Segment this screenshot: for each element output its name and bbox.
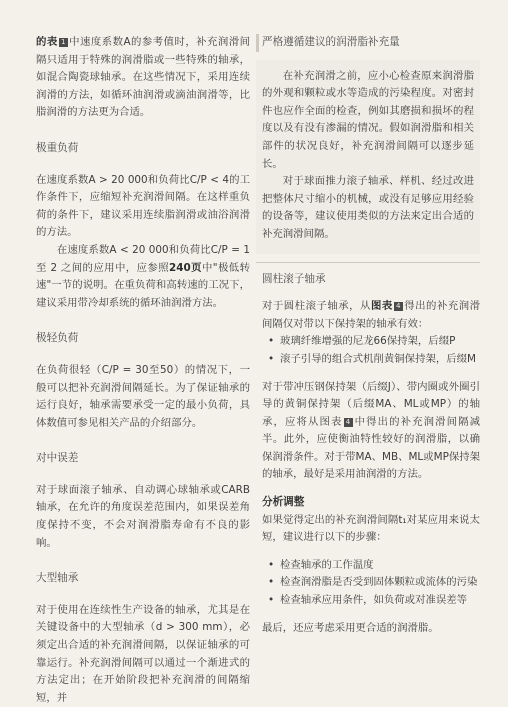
heading-light-load: 极轻负荷 (36, 332, 79, 345)
cyl-p2-suffix: 中得出的补充润滑间隔减半。此外，应使衡油特性较好的润滑脂，以确保润滑条件。对于带MA、MB、ML或MP保持架的轴承，最好是采用油润滑的方法。 (262, 415, 481, 481)
heading-analysis-adjust: 分析调整 (262, 496, 305, 509)
inspection-box (256, 60, 480, 254)
heavy-load-paragraph-1: 在速度系数A > 20 000和负荷比C/P < 4的工作条件下，应缩短补充润滑间隔。在这样重负荷的条件下，建议采用连续脂润滑或油浴润滑的方法。 (36, 173, 250, 239)
chart-number-badge: 4 (394, 302, 403, 311)
table-number-badge: 1 (59, 38, 68, 47)
page-reference: 240页 (169, 261, 202, 274)
cylindrical-paragraph-1 (262, 298, 480, 333)
intro-text: 中速度系数A的参考值时，补充润滑间隔只适用于特殊的润滑脂或一些特殊的轴承，如混合陶瓷球轴承。在这些情况下，采用连续润滑的方法，如循环油润滑或滴油润滑等，比脂润滑的方法更为合适。 (36, 36, 251, 119)
misalignment-paragraph: 对于球面滚子轴承、自动调心球轴承或CARB轴承，在允许的角度误差范围内，如果误差角度保持不变，不会对润滑脂寿命有不良的影响。 (36, 483, 250, 549)
cyl-p2-prefix: 对于带冲压钢保持架（后缀J）、带内圈或外圈引导的黄铜保持架（后缀MA、ML或MP）的轴承，应将从图表 (262, 380, 480, 428)
heading-cylindrical-roller: 圆柱滚子轴承 (262, 272, 326, 285)
cage-list (262, 333, 480, 368)
light-load-paragraph: 在负荷很轻（C/P = 30至50）的情况下，一般可以把补充润滑间隔延长。为了保证轴承的运行良好，轴承需要承受一定的最小负荷，具体数值可参见相关产品的介绍部分。 (36, 363, 250, 429)
check-list (262, 557, 480, 610)
heading-misalignment: 对中误差 (36, 452, 79, 465)
large-bearings-paragraph: 对于使用在连续性生产设备的轴承，尤其是在关键设备中的大型轴承（d > 300 mm），必须定出合适的补充润滑间隔，以保证轴承的可靠运行。补充润滑间隔可以通过一个渐进式的方法定出；在开始阶段把补充润滑的间隔缩短，并 (36, 603, 250, 704)
section-divider (256, 262, 480, 263)
list-item: • 检查润滑脂是否受到固体颗粒或流体的污染 (262, 574, 480, 592)
chart-reference: 图表 (370, 300, 393, 313)
cylindrical-paragraph-2 (262, 379, 480, 485)
intro-paragraph (36, 34, 250, 122)
heading-heavy-load: 极重负荷 (36, 141, 79, 154)
inspection-paragraph-2: 对于球面推力滚子轴承、样机、经过改进把整体尺寸缩小的机械，或没有足够应用经验的设备等，建议使用类似的方法来定出合适的补充润滑间隔。 (262, 175, 474, 240)
right-column (262, 34, 480, 637)
heavy-p2-suffix: 中"极低转速"一节的说明。在重负荷和高转速的工况下，建议采用带冷却系统的循环油润滑方法。 (36, 261, 251, 309)
list-item: • 检查轴承的工作温度 (262, 557, 480, 575)
left-column (36, 34, 250, 707)
list-item: • 滚子引导的组合式机削黄铜保持架，后缀M (262, 351, 480, 369)
chart-number-badge: 4 (344, 418, 353, 427)
intro-prefix: 的表 (36, 36, 58, 48)
cyl-p1-prefix: 对于圆柱滚子轴承，从 (262, 300, 371, 313)
adjust-paragraph: 如果觉得定出的补充润滑间隔t₁对某应用来说太短，建议进行以下的步骤： (262, 513, 480, 544)
heavy-load-paragraph-2 (36, 242, 250, 312)
list-item: • 检查轴承应用条件，如负荷或对准误差等 (262, 592, 480, 610)
list-item: • 玻璃纤维增强的尼龙66保持架，后缀P (262, 333, 480, 351)
heading-large-bearings: 大型轴承 (36, 572, 79, 585)
inspection-paragraph-1: 在补充润滑之前，应小心检查原来润滑脂的外观和颗粒或水等造成的污染程度。对密封件也应作全面的检查，例如其磨损和损坏的程度以及有没有渗漏的情况。假如润滑脂和相关部件的状况良好，补充润滑间隔可以逐步延长。 (262, 69, 474, 170)
heavy-p2-prefix: 在速度系数A < 20 000和负荷比C/P = 1 至 2 之间的应用中，应参照 (36, 243, 250, 274)
cyl-p1-suffix: 得出的补充润滑间隔仅对带以下保持架的轴承有效： (262, 300, 481, 330)
final-paragraph: 最后，还应考虑采用更合适的润滑脂。 (262, 621, 439, 634)
grease-quantity-label: 严格遵循建议的润滑脂补充量 (256, 34, 480, 52)
